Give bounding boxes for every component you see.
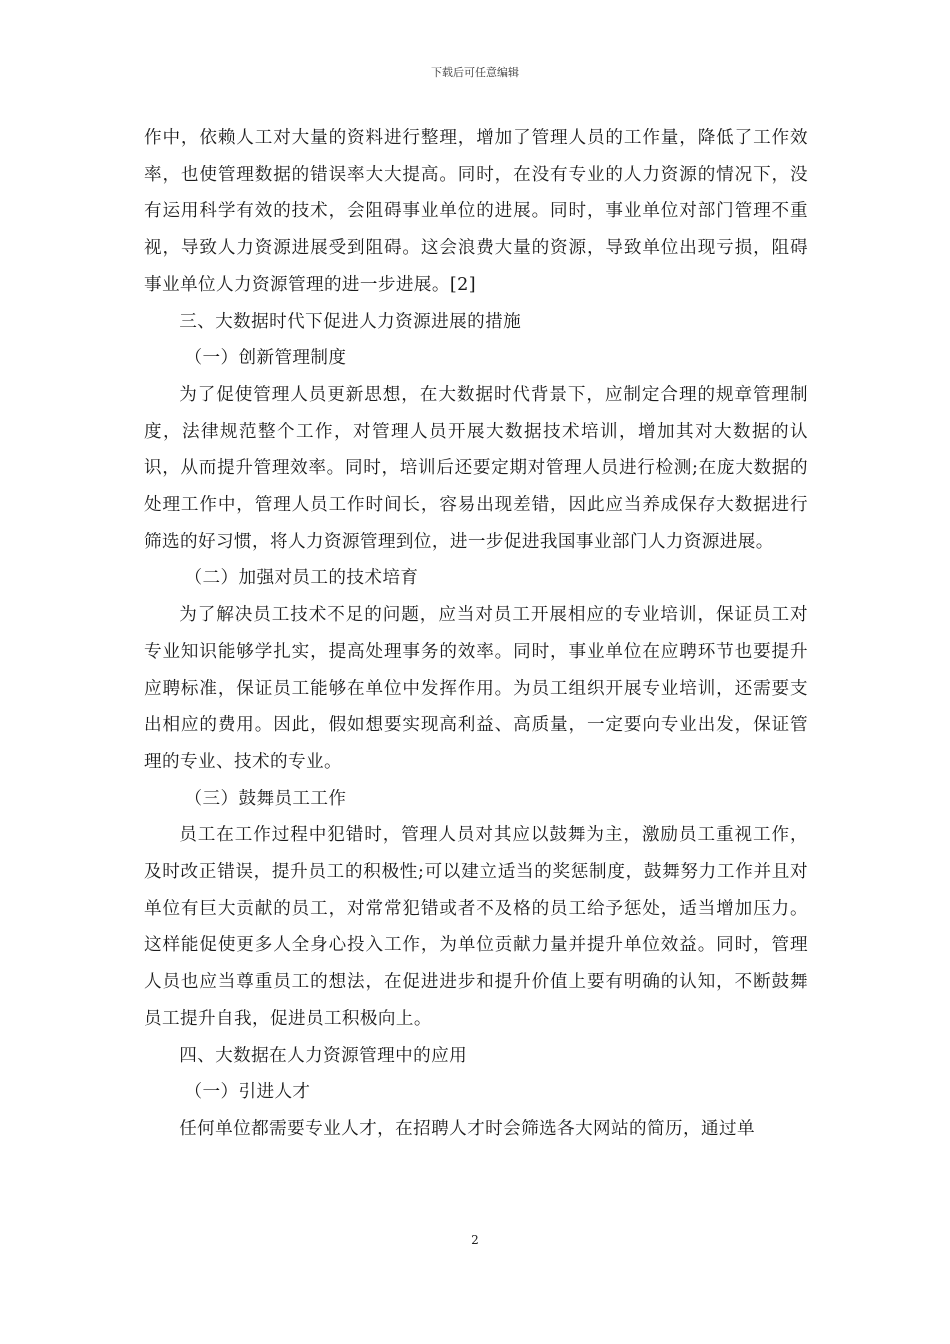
document-body bbox=[144, 120, 808, 1148]
subsection-heading-3-1: （一）创新管理制度 bbox=[184, 348, 347, 369]
section-heading-3: 三、大数据时代下促进人力资源进展的措施 bbox=[179, 311, 522, 332]
paragraph-technical-training: 为了解决员工技术不足的问题，应当对员工开展相应的专业培训，保证员工对专业知识能够学扎实，提高处理事务的效率。同时，事业单位在应聘环节也要提升应聘标准，保证员工能够在单位中发挥作用。为员工组织开展专业培训，还需要支出相应的费用。因此，假如想要实现高利益、高质量，一定要向专业出发，保证管理的专业、技术的专业。 bbox=[144, 605, 808, 772]
paragraph-management-system: 为了促使管理人员更新思想，在大数据时代背景下，应制定合理的规章管理制度，法律规范整个工作，对管理人员开展大数据技术培训，增加其对大数据的认识，从而提升管理效率。同时，培训后还要定期对管理人员进行检测;在庞大数据的处理工作中，管理人员工作时间长，容易出现差错，因此应当养成保存大数据进行筛选的好习惯，将人力资源管理到位，进一步促进我国事业部门人力资源进展。 bbox=[144, 384, 808, 552]
paragraph-encourage-employees: 员工在工作过程中犯错时，管理人员对其应以鼓舞为主，激励员工重视工作，及时改正错误，提升员工的积极性;可以建立适当的奖惩制度，鼓舞努力工作并且对单位有巨大贡献的员工，对常常犯错或者不及格的员工给予惩处，适当增加压力。这样能促使更多人全身心投入工作，为单位贡献力量并提升单位效益。同时，管理人员也应当尊重员工的想法，在促进进步和提升价值上要有明确的认知，不断鼓舞员工提升自我，促进员工积极向上。 bbox=[144, 825, 808, 1029]
subsection-heading-3-3: （三）鼓舞员工工作 bbox=[184, 788, 347, 809]
page-number: 2 bbox=[471, 1233, 479, 1247]
paragraph-talent-introduction: 任何单位都需要专业人才，在招聘人才时会筛选各大网站的简历，通过单 bbox=[179, 1118, 755, 1139]
subsection-heading-4-1: （一）引进人才 bbox=[184, 1082, 311, 1103]
subsection-heading-3-2: （二）加强对员工的技术培育 bbox=[184, 568, 419, 589]
section-heading-4: 四、大数据在人力资源管理中的应用 bbox=[179, 1045, 468, 1066]
paragraph-continuation: 作中，依赖人工对大量的资料进行整理，增加了管理人员的工作量，降低了工作效率，也使管理数据的错误率大大提高。同时，在没有专业的人力资源的情况下，没有运用科学有效的技术，会阻碍事业单位的进展。同时，事业单位对部门管理不重视，导致人力资源进展受到阻碍。这会浪费大量的资源，导致单位出现亏损，阻碍事业单位人力资源管理的进一步进展。[2] bbox=[144, 128, 808, 295]
page-header: 下载后可任意编辑 bbox=[431, 66, 519, 79]
